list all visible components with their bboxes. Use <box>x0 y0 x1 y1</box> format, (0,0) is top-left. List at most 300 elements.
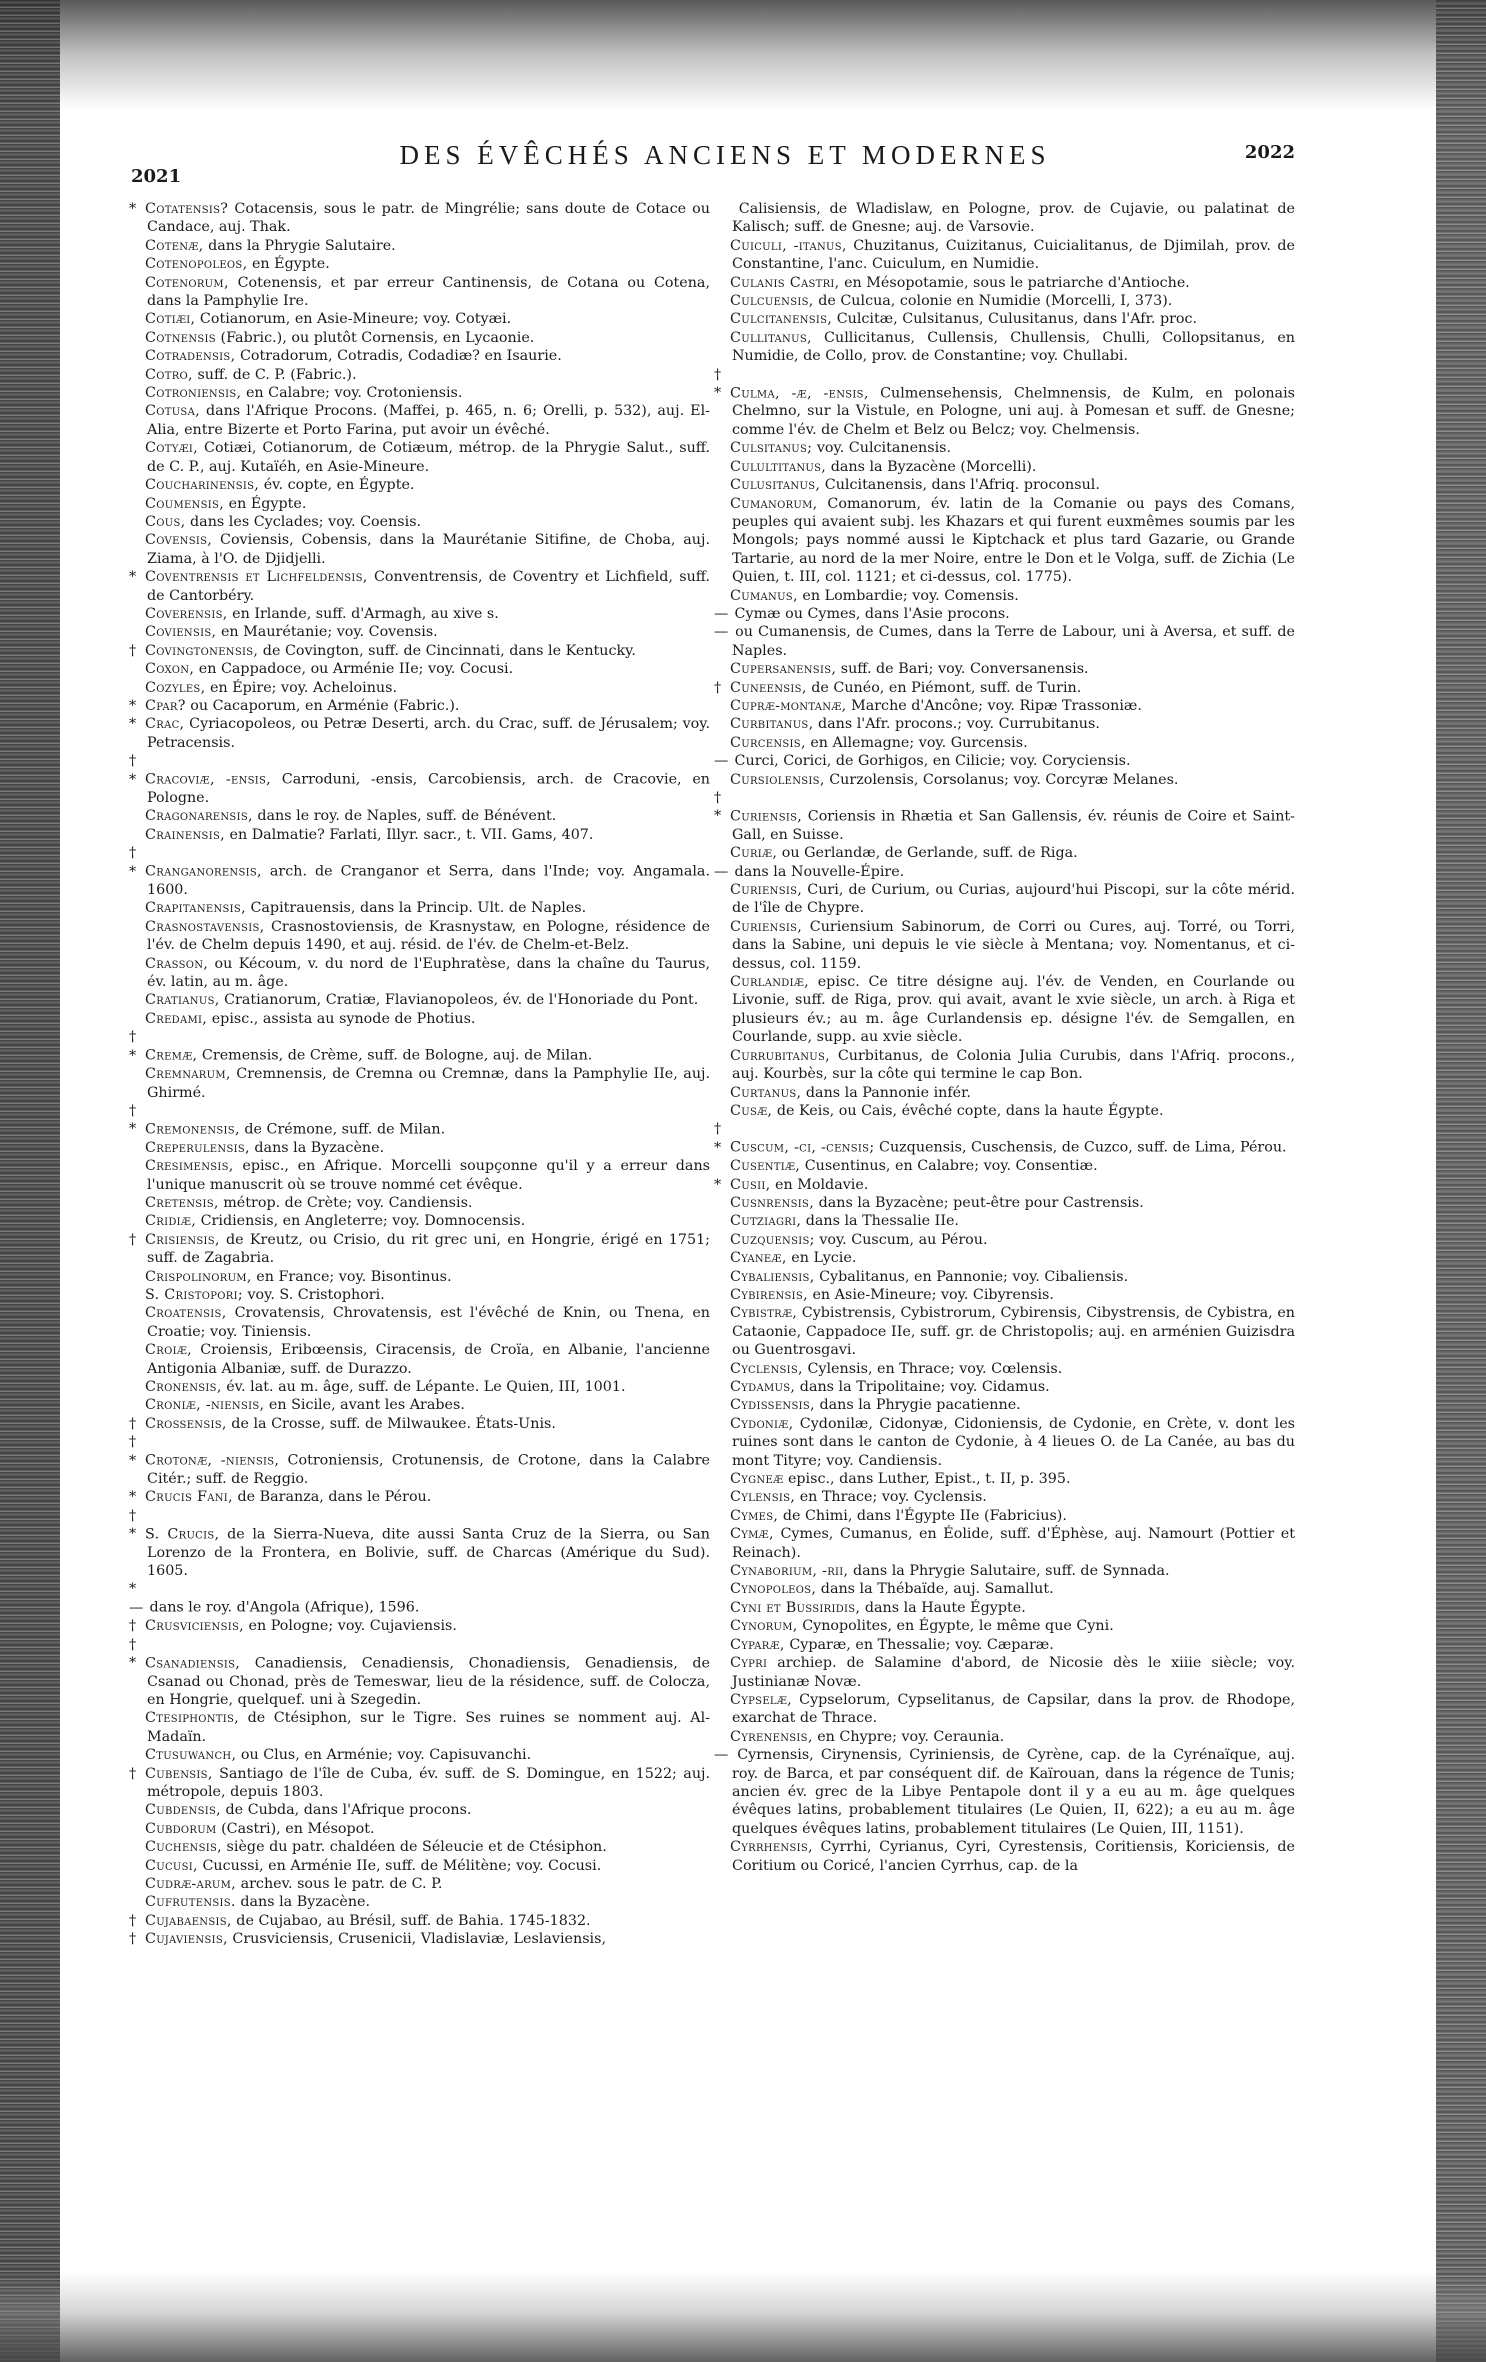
dictionary-entry <box>710 715 1295 733</box>
entry-headword: Crotonæ, -niensis, <box>145 1452 280 1469</box>
entry-text: de Ctésiphon, sur le Tigre. Ses ruines se nomment auj. Al-Madaïn. <box>147 1710 711 1745</box>
dictionary-entry <box>125 274 710 311</box>
dictionary-entry <box>710 1157 1295 1175</box>
entry-headword: Cyni et Bussiridis, <box>730 1599 861 1616</box>
dictionary-entry <box>710 274 1295 292</box>
entry-marker: † <box>129 1931 137 1948</box>
entry-text: dans l'Afr. procons.; voy. Currubitanus. <box>817 716 1100 733</box>
running-title: DES ÉVÊCHÉS ANCIENS ET MODERNES <box>399 140 1051 170</box>
dictionary-entry <box>125 715 710 752</box>
dictionary-entry <box>125 1893 710 1911</box>
dictionary-entry <box>710 863 1295 881</box>
entry-headword: Cygneæ <box>730 1471 784 1488</box>
dictionary-entry <box>710 439 1295 457</box>
entry-marker: — <box>714 624 729 641</box>
entry-text: ou Clus, en Arménie; voy. Capisuvanchi. <box>240 1747 532 1764</box>
dictionary-entry <box>125 1746 710 1764</box>
entry-text: dans la Thébaïde, auj. Samallut. <box>820 1581 1054 1598</box>
entry-headword: Cusæ, <box>730 1102 773 1119</box>
entry-text: en Thrace; voy. Cyclensis. <box>799 1489 987 1506</box>
dictionary-entry <box>125 1212 710 1230</box>
entry-text: episc., en Afrique. Morcelli soupçonne qu'il y a erreur dans l'unique manuscrit où se trouve nommé cet évêque. <box>147 1158 710 1193</box>
entry-headword: Cursiolensis, <box>730 771 825 788</box>
dictionary-entry <box>125 439 710 476</box>
entry-text: dans l'Afrique Procons. (Maffei, p. 465, n. 6; Orelli, p. 532), auj. El-Alia, entre Bizerte et Porto Farina, put avoir un évêché. <box>147 403 710 438</box>
dictionary-entry <box>710 1304 1295 1359</box>
entry-text: de la Sierra-Nueva, dite aussi Santa Cruz de la Sierra, ou San Lorenzo de la Frontera, en Bolivie, suff. de Charcas (Amérique du Sud). 1605. <box>147 1526 710 1580</box>
entry-headword: Cynaborium, -rii, <box>730 1563 849 1580</box>
entry-text: Conventrensis, de Coventry et Lichfield, suff. de Cantorbéry. <box>147 569 710 604</box>
dictionary-entry <box>710 1194 1295 1212</box>
entry-headword: Cupersanensis, <box>730 661 837 678</box>
entry-headword: Crapitanensis, <box>145 900 246 917</box>
entry-marker: — <box>714 753 729 770</box>
entry-headword: Culusitanus, <box>730 477 821 494</box>
dictionary-entry <box>710 1691 1295 1728</box>
entry-headword: Cratianus, <box>145 992 220 1009</box>
entry-text: dans la Phrygie Salutaire, suff. de Synnada. <box>852 1563 1170 1580</box>
dictionary-entry <box>125 1580 710 1617</box>
entry-headword: Ctesiphontis, <box>145 1710 240 1727</box>
dictionary-entry <box>710 1838 1295 1875</box>
entry-headword: Culma, -æ, -ensis, <box>730 385 869 402</box>
entry-text: Cotradorum, Cotradis, Codadiæ? en Isaurie. <box>239 348 562 365</box>
entry-headword: Cyrenensis, <box>730 1728 813 1745</box>
entry-headword: Cusnrensis, <box>730 1194 815 1211</box>
dictionary-entry <box>710 752 1295 770</box>
entry-text: Cymes, Cumanus, en Éolide, suff. d'Éphèse, auj. Namourt (Pottier et Reinach). <box>732 1526 1296 1561</box>
entry-headword: Crasnostavensis, <box>145 918 265 935</box>
dictionary-entry <box>710 771 1295 789</box>
dictionary-entry <box>125 991 710 1009</box>
entry-text: en Lombardie; voy. Comensis. <box>802 587 1019 604</box>
entry-headword: Cremnarum, <box>145 1066 231 1083</box>
dictionary-entry <box>125 366 710 384</box>
entry-text: Cyrnensis, Cirynensis, Cyriniensis, de Cyrène, cap. de la Cyrénaïque, auj. roy. de Barca, et par conséquent dif. de Kaïrouan, dans la régence de Tunis; ancien év. grec de la Libye Pentapole dont il y a eu au m. âge quelques évêques latins, probablement titulaires (Le Quien, II, 622); a eu au m. âge quelques évêques latins, probablement titulaires (Le Quien, III, 1151). <box>732 1747 1296 1837</box>
entry-headword: Cupræ-montanæ, <box>730 697 847 714</box>
entry-text: dans la Phrygie pacatienne. <box>819 1397 1021 1414</box>
entry-text: de Baranza, dans le Pérou. <box>237 1489 432 1506</box>
entry-text: episc., dans Luther, Epist., t. II, p. 395. <box>787 1471 1071 1488</box>
dictionary-entry <box>125 310 710 328</box>
entry-headword: Covensis, <box>145 532 213 549</box>
entry-marker: * <box>129 201 137 217</box>
entry-text: Crasnostoviensis, de Krasnystaw, en Pologne, résidence de l'év. de Chelm depuis 1490, et auj. résid. de l'év. de Chelm-et-Belz. <box>147 918 710 954</box>
entry-marker: † <box>129 1912 137 1929</box>
entry-text: en Égypte. <box>228 495 307 512</box>
entry-text: voy. Cuscum, au Pérou. <box>819 1231 988 1248</box>
dictionary-entry <box>710 495 1295 587</box>
dictionary-entry <box>125 1930 710 1948</box>
dictionary-entry <box>125 1157 710 1194</box>
dictionary-entry <box>710 1360 1295 1378</box>
entry-marker: * <box>714 1176 722 1193</box>
dictionary-entry <box>125 237 710 255</box>
dictionary-entry <box>125 918 710 955</box>
dictionary-entry <box>125 844 710 899</box>
entry-headword: Cujabaensis, <box>145 1912 232 1929</box>
entry-headword: Crusviciensis, <box>145 1618 244 1635</box>
scan-shadow-right <box>1436 0 1486 2362</box>
entry-text: dans la Byzacène; peut-être pour Castrensis. <box>818 1194 1144 1211</box>
dictionary-entry <box>125 1065 710 1102</box>
entry-text: Calisiensis, de Wladislaw, en Pologne, prov. de Cujavie, ou palatinat de Kalisch; suff. de Gnesne; auj. de Varsovie. <box>732 201 1295 236</box>
entry-text: de Culcua, colonie en Numidie (Morcelli, I, 373). <box>818 293 1173 310</box>
entry-headword: Cridiæ, <box>145 1213 197 1230</box>
dictionary-entry <box>125 1617 710 1635</box>
entry-marker: † <box>714 679 722 696</box>
entry-headword: Currubitanus, <box>730 1047 830 1064</box>
dictionary-entry <box>710 1580 1295 1598</box>
entry-text: (Castri), en Mésopot. <box>221 1820 375 1837</box>
dictionary-entry <box>125 568 710 605</box>
entry-text: év. lat. au m. âge, suff. de Lépante. Le Quien, III, 1001. <box>226 1379 626 1395</box>
entry-text: dans la Byzacène (Morcelli). <box>830 458 1037 475</box>
entry-text: en Calabre; voy. Crotoniensis. <box>245 385 463 402</box>
dictionary-entry <box>125 1433 710 1488</box>
dictionary-entry <box>710 1562 1295 1580</box>
entry-marker: † * <box>129 1029 137 1064</box>
dictionary-entry <box>710 587 1295 605</box>
entry-text: Curbitanus, de Colonia Julia Curubis, dans l'Afriq. procons., auj. Kourbès, sur la côte qui termine le cap Bon. <box>732 1047 1296 1083</box>
entry-text: Cyrrhi, Cyrianus, Cyri, Cyrestensis, Coritiensis, Koriciensis, de Coritium ou Coricé, l'ancien Cyrrhus, cap. de la <box>732 1839 1295 1874</box>
entry-marker: † <box>129 1231 137 1248</box>
dictionary-entry <box>125 495 710 513</box>
entry-marker: † <box>129 1618 137 1635</box>
entry-text: Cridiensis, en Angleterre; voy. Domnocensis. <box>200 1213 526 1230</box>
right-column <box>710 200 1295 2070</box>
entry-text: Cratianorum, Cratiæ, Flavianopoleos, év. de l'Honoriade du Pont. <box>224 992 699 1009</box>
entry-text: dans les Cyclades; voy. Coensis. <box>190 513 422 530</box>
dictionary-entry <box>125 1010 710 1028</box>
dictionary-entry <box>710 1084 1295 1102</box>
entry-headword: S. Cristopori; <box>145 1286 243 1303</box>
entry-headword: Cubensis, <box>145 1765 213 1782</box>
entry-text: de Cujabao, au Brésil, suff. de Bahia. 1745-1832. <box>236 1912 591 1929</box>
entry-text: év. copte, en Égypte. <box>263 477 415 494</box>
entry-text: Coriensis in Rhætia et San Gallensis, év. réunis de Coire et Saint-Gall, en Suisse. <box>732 808 1295 843</box>
entry-headword: Curlandiæ, <box>730 974 810 991</box>
entry-marker: * <box>129 569 137 586</box>
entry-text: voy. Culcitanensis. <box>816 440 952 457</box>
entry-marker: † * <box>129 1102 137 1138</box>
entry-text: dans la Thessalie IIe. <box>805 1213 959 1230</box>
entry-headword: Cusii, <box>730 1176 771 1193</box>
dictionary-entry <box>710 1654 1295 1691</box>
dictionary-entry <box>125 1231 710 1268</box>
entry-text: suff. de C. P. (Fabric.). <box>197 366 357 383</box>
entry-text: Cotroniensis, Crotunensis, de Crotone, dans la Calabre Citér.; suff. de Reggio. <box>147 1452 710 1488</box>
dictionary-entry <box>710 1268 1295 1286</box>
dictionary-entry <box>125 1765 710 1802</box>
entry-headword: Curiensis, <box>730 882 803 899</box>
dictionary-entry <box>710 623 1295 660</box>
entry-text: Cusentinus, en Calabre; voy. Consentiæ. <box>804 1158 1098 1175</box>
entry-text: dans la Byzacène. <box>254 1139 385 1156</box>
dictionary-entry <box>125 513 710 531</box>
right-page-number: 2022 <box>1244 142 1295 163</box>
entry-headword: Curiensis, <box>730 918 803 935</box>
entry-headword: Crispolinorum, <box>145 1268 252 1285</box>
entry-text: Culcitæ, Culsitanus, Culusitanus, dans l'Afr. proc. <box>836 311 1198 328</box>
dictionary-entry <box>125 807 710 825</box>
scan-shadow-top <box>0 0 1486 110</box>
dictionary-entry <box>125 1378 710 1396</box>
dictionary-entry <box>710 844 1295 862</box>
entry-headword: Cydoniæ, <box>730 1415 794 1432</box>
entry-headword: Cuzquensis; <box>730 1231 815 1248</box>
dictionary-entry <box>710 1525 1295 1562</box>
entry-text: Cybistrensis, Cybistrorum, Cybirensis, Cibystrensis, de Cybistra, en Cataonie, Cappadoce IIe, suff. gr. de Christopolis; auj. en arménien Guizisdra ou Guentrosgavi. <box>732 1305 1295 1359</box>
entry-headword: Cretensis, <box>145 1194 219 1211</box>
dictionary-entry <box>125 1194 710 1212</box>
entry-headword: Cucusi, <box>145 1857 198 1874</box>
dictionary-entry <box>710 1488 1295 1506</box>
entry-text: en Allemagne; voy. Gurcensis. <box>810 734 1028 751</box>
entry-text: Comanorum, év. latin de la Comanie ou pays des Comans, peuples qui avaient subj. les Khazars et qui furent euxmêmes soumis par les Mongols; pays nommé aussi le Kiptchack et plus tard Gazarie, ou Grande Tartarie, au nord de la mer Noire, entre le Don et le Volga, suff. de Zichia (Le Quien, t. III, col. 1121; et ci-dessus, col. 1775). <box>732 495 1295 586</box>
dictionary-entry <box>125 899 710 917</box>
dictionary-entry <box>710 476 1295 494</box>
entry-text: Cullicitanus, Cullensis, Chullensis, Chulli, Collopsitanus, en Numidie, de Collo, prov. de Constantine; voy. Chullabi. <box>732 329 1296 365</box>
entry-headword: Cumanorum, <box>730 495 818 512</box>
dictionary-page <box>125 130 1295 2090</box>
entry-text: Cuzquensis, Cuschensis, de Cuzco, suff. de Lima, Pérou. <box>879 1139 1287 1156</box>
dictionary-entry <box>710 1176 1295 1194</box>
dictionary-entry <box>710 237 1295 274</box>
entry-text: dans la Phrygie Salutaire. <box>208 237 396 254</box>
entry-headword: Coverensis, <box>145 605 228 622</box>
entry-text: Cremnensis, de Cremna ou Cremnæ, dans la Pamphylie IIe, auj. Ghirmé. <box>147 1066 710 1101</box>
dictionary-entry <box>125 255 710 273</box>
entry-headword: Cuneensis, <box>730 679 807 696</box>
dictionary-entry <box>125 660 710 678</box>
entry-text: en Pologne; voy. Cujaviensis. <box>248 1618 457 1635</box>
entry-text: ou Kécoum, v. du nord de l'Euphratèse, dans la chaîne du Taurus, év. latin, au m. âge. <box>147 955 711 991</box>
entry-text: voy. S. Cristophori. <box>247 1286 385 1303</box>
dictionary-entry <box>125 955 710 992</box>
entry-text: episc. Ce titre désigne auj. l'év. de Venden, en Courlande ou Livonie, suff. de Riga, prov. qui avait, avant le xvie siècle, un arch. à Riga et plusieurs év.; au m. âge Curlandensis ep. désigne l'év. de Semgallen, en Courlande, supp. au xvie siècle. <box>732 974 1295 1046</box>
entry-text: de Keis, ou Cais, évêché copte, dans la haute Égypte. <box>776 1102 1164 1119</box>
dictionary-entry <box>710 1231 1295 1249</box>
dictionary-entry <box>125 1415 710 1433</box>
dictionary-entry <box>710 458 1295 476</box>
entry-text: de la Crosse, suff. de Milwaukee. États-Unis. <box>231 1415 556 1432</box>
dictionary-entry <box>710 1378 1295 1396</box>
entry-marker: † * <box>129 1507 137 1543</box>
dictionary-entry <box>710 1470 1295 1488</box>
dictionary-entry <box>710 660 1295 678</box>
entry-text: Chuzitanus, Cuizitanus, Cuicialitanus, de Djimilah, prov. de Constantine, l'anc. Cuiculum, en Numidie. <box>732 237 1296 273</box>
dictionary-entry <box>125 1636 710 1710</box>
entry-headword: Culcitanensis, <box>730 311 833 328</box>
entry-text: en Sicile, avant les Arabes. <box>268 1397 465 1414</box>
dictionary-entry <box>125 1139 710 1157</box>
entry-headword: Cranganorensis, <box>145 863 262 880</box>
entry-headword: Csanadiensis, <box>145 1655 241 1672</box>
dictionary-entry <box>125 623 710 641</box>
entry-text: Croiensis, Eribœensis, Ciracensis, de Croïa, en Albanie, l'ancienne Antigonia Albaniæ, suff. de Durazzo. <box>147 1342 710 1377</box>
dictionary-entry <box>710 310 1295 328</box>
entry-headword: Crisiensis, <box>145 1231 220 1248</box>
entry-text: Cucussi, en Arménie IIe, suff. de Mélitène; voy. Cocusi. <box>202 1857 602 1874</box>
entry-headword: Cujaviensis, <box>145 1931 228 1948</box>
entry-marker: * <box>129 716 137 733</box>
entry-headword: Curtanus, <box>730 1084 802 1101</box>
entry-text: Santiago de l'île de Cuba, év. suff. de S. Domingue, en 1522; auj. métropole, depuis 1803. <box>147 1765 711 1800</box>
entry-text: ou Cumanensis, de Cumes, dans la Terre de Labour, uni à Aversa, et suff. de Naples. <box>732 624 1295 659</box>
dictionary-entry <box>710 1599 1295 1617</box>
dictionary-entry <box>710 1728 1295 1746</box>
entry-headword: Croiæ, <box>145 1342 192 1359</box>
entry-headword: Curbitanus, <box>730 716 814 733</box>
entry-headword: Curcensis, <box>730 734 806 751</box>
entry-text: Canadiensis, Cenadiensis, Chonadiensis, Genadiensis, de Csanad ou Chonad, près de Temeswar, lieu de la résidence, suff. de Colocza, en Hongrie, quelquef. uni à Szegedin. <box>147 1655 710 1708</box>
entry-headword: Covingtonensis, <box>145 642 259 659</box>
dictionary-entry <box>710 1617 1295 1635</box>
entry-headword: Cubdensis, <box>145 1802 221 1819</box>
entry-text: Carroduni, -ensis, Carcobiensis, arch. de Cracovie, en Pologne. <box>147 771 711 806</box>
entry-headword: Croatensis, <box>145 1305 227 1322</box>
entry-text: Cyparæ, en Thessalie; voy. Cæparæ. <box>789 1636 1054 1653</box>
entry-headword: Cotroniensis, <box>145 385 242 402</box>
page-header <box>125 130 1295 187</box>
entry-headword: Cotiæi, <box>145 311 196 328</box>
entry-headword: Culcuensis, <box>730 293 814 310</box>
entry-marker: † <box>129 642 137 659</box>
dictionary-entry <box>125 1488 710 1506</box>
entry-headword: Cypselæ, <box>730 1691 793 1708</box>
dictionary-entry <box>710 1507 1295 1525</box>
dictionary-entry <box>710 734 1295 752</box>
entry-text: Coviensis, Cobensis, dans la Maurétanie Sitifine, de Choba, auj. Ziama, à l'O. de Djidjelli. <box>147 532 710 567</box>
entry-headword: Cotenæ, <box>145 237 204 254</box>
entry-text: en Épire; voy. Acheloinus. <box>209 679 398 696</box>
entry-text: ou Gerlandæ, de Gerlande, suff. de Riga. <box>781 845 1078 862</box>
entry-headword: Cufrutensis. <box>145 1894 236 1911</box>
entry-headword: Crac, <box>145 716 185 733</box>
dictionary-entry <box>125 679 710 697</box>
dictionary-entry <box>710 1249 1295 1267</box>
dictionary-entry <box>125 642 710 660</box>
entry-text: Cymæ ou Cymes, dans l'Asie procons. <box>734 605 1010 622</box>
dictionary-entry <box>125 826 710 844</box>
entry-headword: Cracoviæ, -ensis, <box>145 771 272 788</box>
entry-headword: Curiensis, <box>730 808 803 825</box>
dictionary-entry <box>125 1857 710 1875</box>
dictionary-entry <box>710 973 1295 1047</box>
entry-headword: Cuiculi, -itanus, <box>730 237 847 254</box>
entry-text: Cynopolites, en Égypte, le même que Cyni. <box>802 1618 1114 1635</box>
entry-marker: † * <box>129 845 137 880</box>
entry-text: en Lycie. <box>791 1250 857 1267</box>
dictionary-entry <box>710 679 1295 697</box>
entry-text: Cremensis, de Crème, suff. de Bologne, auj. de Milan. <box>201 1047 593 1064</box>
entry-text: dans la Byzacène. <box>240 1894 371 1911</box>
dictionary-entry <box>125 347 710 365</box>
entry-headword: Culsitanus; <box>730 440 813 457</box>
left-column <box>125 200 710 2070</box>
entry-marker: * <box>129 1489 137 1506</box>
entry-headword: S. Crucis, <box>145 1526 220 1543</box>
entry-headword: Ctusuwanch, <box>145 1747 237 1764</box>
entry-headword: Cotradensis, <box>145 348 236 365</box>
entry-text: archev. sous le patr. de C. P. <box>240 1875 443 1892</box>
dictionary-entry <box>125 384 710 402</box>
entry-text: Cotenensis, et par erreur Cantinensis, de Cotana ou Cotena, dans la Pamphylie Ire. <box>147 274 710 310</box>
entry-text: de Chimi, dans l'Égypte IIe (Fabricius). <box>782 1507 1067 1524</box>
entry-marker: — <box>714 863 729 880</box>
entry-text: de Crémone, suff. de Milan. <box>244 1121 446 1138</box>
entry-headword: Cutziagri, <box>730 1213 802 1230</box>
entry-headword: Culanis Castri, <box>730 274 840 291</box>
entry-text: en Maurétanie; voy. Covensis. <box>220 624 438 641</box>
entry-headword: Cotatensis? <box>145 201 229 217</box>
entry-headword: Cotro, <box>145 366 193 383</box>
entry-headword: Crossensis, <box>145 1415 227 1432</box>
entry-headword: Cyaneæ, <box>730 1250 787 1267</box>
entry-text: Curiensium Sabinorum, de Corri ou Cures, auj. Torré, ou Torri, dans la Sabine, uni depuis le vie siècle à Mentana; voy. Nomentanus, et ci-dessus, col. 1159. <box>732 918 1296 972</box>
dictionary-entry <box>125 402 710 439</box>
dictionary-entry <box>710 789 1295 844</box>
dictionary-entry <box>125 329 710 347</box>
entry-text: Capitrauensis, dans la Princip. Ult. de Naples. <box>250 900 587 917</box>
entry-headword: Cresimensis, <box>145 1158 234 1175</box>
scan-shadow-bottom <box>0 2272 1486 2362</box>
dictionary-entry <box>125 1820 710 1838</box>
entry-text: en Cappadoce, ou Arménie IIe; voy. Cocusi. <box>198 661 514 678</box>
entry-text: de Cubda, dans l'Afrique procons. <box>225 1802 472 1819</box>
entry-marker: † <box>129 1765 137 1782</box>
dictionary-entry <box>710 1102 1295 1120</box>
entry-text: de Cunéo, en Piémont, suff. de Turin. <box>811 679 1082 696</box>
entry-text: Cylensis, en Thrace; voy. Cœlensis. <box>807 1360 1063 1377</box>
two-column-body <box>125 200 1295 2070</box>
entry-headword: Croniæ, -niensis, <box>145 1397 265 1414</box>
entry-headword: Cyrrhensis, <box>730 1839 813 1856</box>
entry-headword: Cymæ, <box>730 1526 774 1543</box>
entry-text: Cypselorum, Cypselitanus, de Capsilar, dans la prov. de Rhodope, exarchat de Thrace. <box>732 1691 1296 1727</box>
entry-text: Culmensehensis, Chelmnensis, de Kulm, en polonais Chelmno, sur la Vistule, en Pologne, uni auj. à Pomesan et suff. de Gnesne; comme l'év. de Chelm et Belz ou Belcz; voy. Chelmensis. <box>732 385 1295 438</box>
entry-text: Curci, Corici, de Gorhigos, en Cilicie; voy. Coryciensis. <box>734 753 1131 770</box>
entry-headword: Cybistræ, <box>730 1305 798 1322</box>
entry-text: dans la Nouvelle-Épire. <box>734 863 905 880</box>
entry-headword: Crasson, <box>145 955 209 972</box>
entry-text: Cydonilæ, Cidonyæ, Cidoniensis, de Cydonie, en Crète, v. dont les ruines sont dans le canton de Cydonie, à 4 lieues O. de La Canée, au bas du mont Tityre; voy. Candiensis. <box>732 1415 1295 1469</box>
entry-headword: Coumensis, <box>145 495 225 512</box>
entry-headword: Cydamus, <box>730 1379 796 1395</box>
entry-text: Culcitanensis, dans l'Afriq. proconsul. <box>824 477 1100 494</box>
dictionary-entry <box>710 366 1295 440</box>
dictionary-entry <box>710 918 1295 973</box>
dictionary-entry <box>710 1212 1295 1230</box>
dictionary-entry <box>125 1801 710 1819</box>
entry-marker: * <box>129 697 137 714</box>
entry-marker: † * <box>714 1121 722 1156</box>
dictionary-entry <box>710 1636 1295 1654</box>
entry-headword: Cyparæ, <box>730 1636 785 1653</box>
dictionary-entry <box>710 1120 1295 1157</box>
entry-text: en Mésopotamie, sous le patriarche d'Antioche. <box>844 274 1190 291</box>
entry-text: Cybalitanus, en Pannonie; voy. Cibaliensis. <box>819 1268 1129 1285</box>
entry-text: en Égypte. <box>251 256 330 273</box>
entry-headword: Coviensis, <box>145 624 217 641</box>
entry-headword: Cubdorum <box>145 1820 217 1837</box>
entry-headword: Cyclensis, <box>730 1360 803 1377</box>
entry-text: en Irlande, suff. d'Armagh, au xive s. <box>232 605 499 622</box>
entry-headword: Cumanus, <box>730 587 798 604</box>
entry-text: en France; voy. Bisontinus. <box>256 1268 452 1285</box>
entry-text: Curi, de Curium, ou Curias, aujourd'hui Piscopi, sur la côte mérid. de l'île de Chypre. <box>732 882 1295 917</box>
